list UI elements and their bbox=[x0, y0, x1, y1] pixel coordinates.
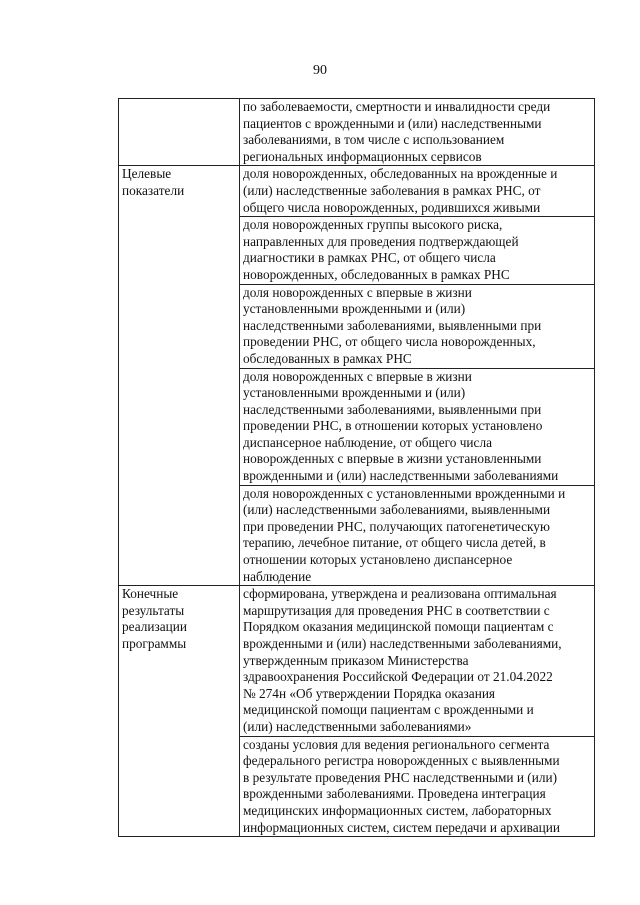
row-text-cell bbox=[240, 99, 595, 166]
section-label-cell bbox=[119, 166, 240, 586]
row-text-cell bbox=[240, 586, 595, 736]
row-text: доля новорожденных, обследованных на врожденные и (или) наследственные заболевания в рамках РНС, от общего числа новорожденных, родившихся живыми bbox=[243, 166, 558, 215]
section-label-cell bbox=[119, 586, 240, 837]
section-label-final-results: Конечные результаты реализации программы bbox=[122, 586, 187, 651]
table-row bbox=[119, 99, 595, 166]
row-text: созданы условия для ведения регионального сегмента федерального регистра новорожденных с выявленными в результате проведения РНС наследственными и (или) врожденными заболеваниями. Проведена интеграция медицинских информационных систем, лабораторных информационных систем, систем передачи и архивации bbox=[243, 736, 561, 835]
row-label-cell bbox=[119, 99, 240, 166]
table-row bbox=[119, 586, 595, 736]
row-text: доля новорожденных с впервые в жизни установленными врожденными и (или) наследственными заболеваниями, выявленными при проведении РНС, в отношении которых установлено диспансерное наблюдение, от общего числа новорожденных с впервые в жизни установленными врожденными и (или) наследственными заболеваниями bbox=[243, 368, 559, 484]
row-text-cell bbox=[240, 217, 595, 284]
row-text: доля новорожденных с установленными врожденными и (или) наследственными заболеваниями, выявленными при проведении РНС, получающих патогенетическую терапию, лечебное питание, от общего числа детей, в отношении которых установлено диспансерное наблюдение bbox=[243, 485, 566, 584]
row-text-cell bbox=[240, 485, 595, 586]
row-text-cell bbox=[240, 368, 595, 485]
program-table bbox=[118, 98, 595, 837]
page-number: 90 bbox=[313, 63, 327, 78]
row-text: доля новорожденных с впервые в жизни установленными врожденными и (или) наследственными заболеваниями, выявленными при проведении РНС, от общего числа новорожденных, обследованных в рамках РНС bbox=[243, 284, 542, 366]
row-text: по заболеваемости, смертности и инвалидности среди пациентов с врожденными и (или) наследственными заболеваниями, в том числе с использованием региональных информационных сервисов bbox=[243, 99, 551, 164]
row-text-cell bbox=[240, 736, 595, 837]
row-text-cell bbox=[240, 284, 595, 368]
row-text-cell bbox=[240, 166, 595, 217]
section-label-target-indicators: Целевые показатели bbox=[122, 166, 185, 198]
row-text: сформирована, утверждена и реализована оптимальная маршрутизация для проведения РНС в соответствии с Порядком оказания медицинской помощи пациентам с врожденными и (или) наследственными заболеваниями, утвержденным приказом Министерства здравоохранения Российской Федерации от 21.04.2022 № 274н «Об утверждении Порядка оказания медицинской помощи пациентам с врожденными и (или) наследственными заболеваниями» bbox=[243, 586, 562, 734]
table-row bbox=[119, 166, 595, 217]
row-text: доля новорожденных группы высокого риска, направленных для проведения подтверждающей диагностики в рамках РНС, от общего числа новорожденных, обследованных в рамках РНС bbox=[243, 217, 519, 282]
